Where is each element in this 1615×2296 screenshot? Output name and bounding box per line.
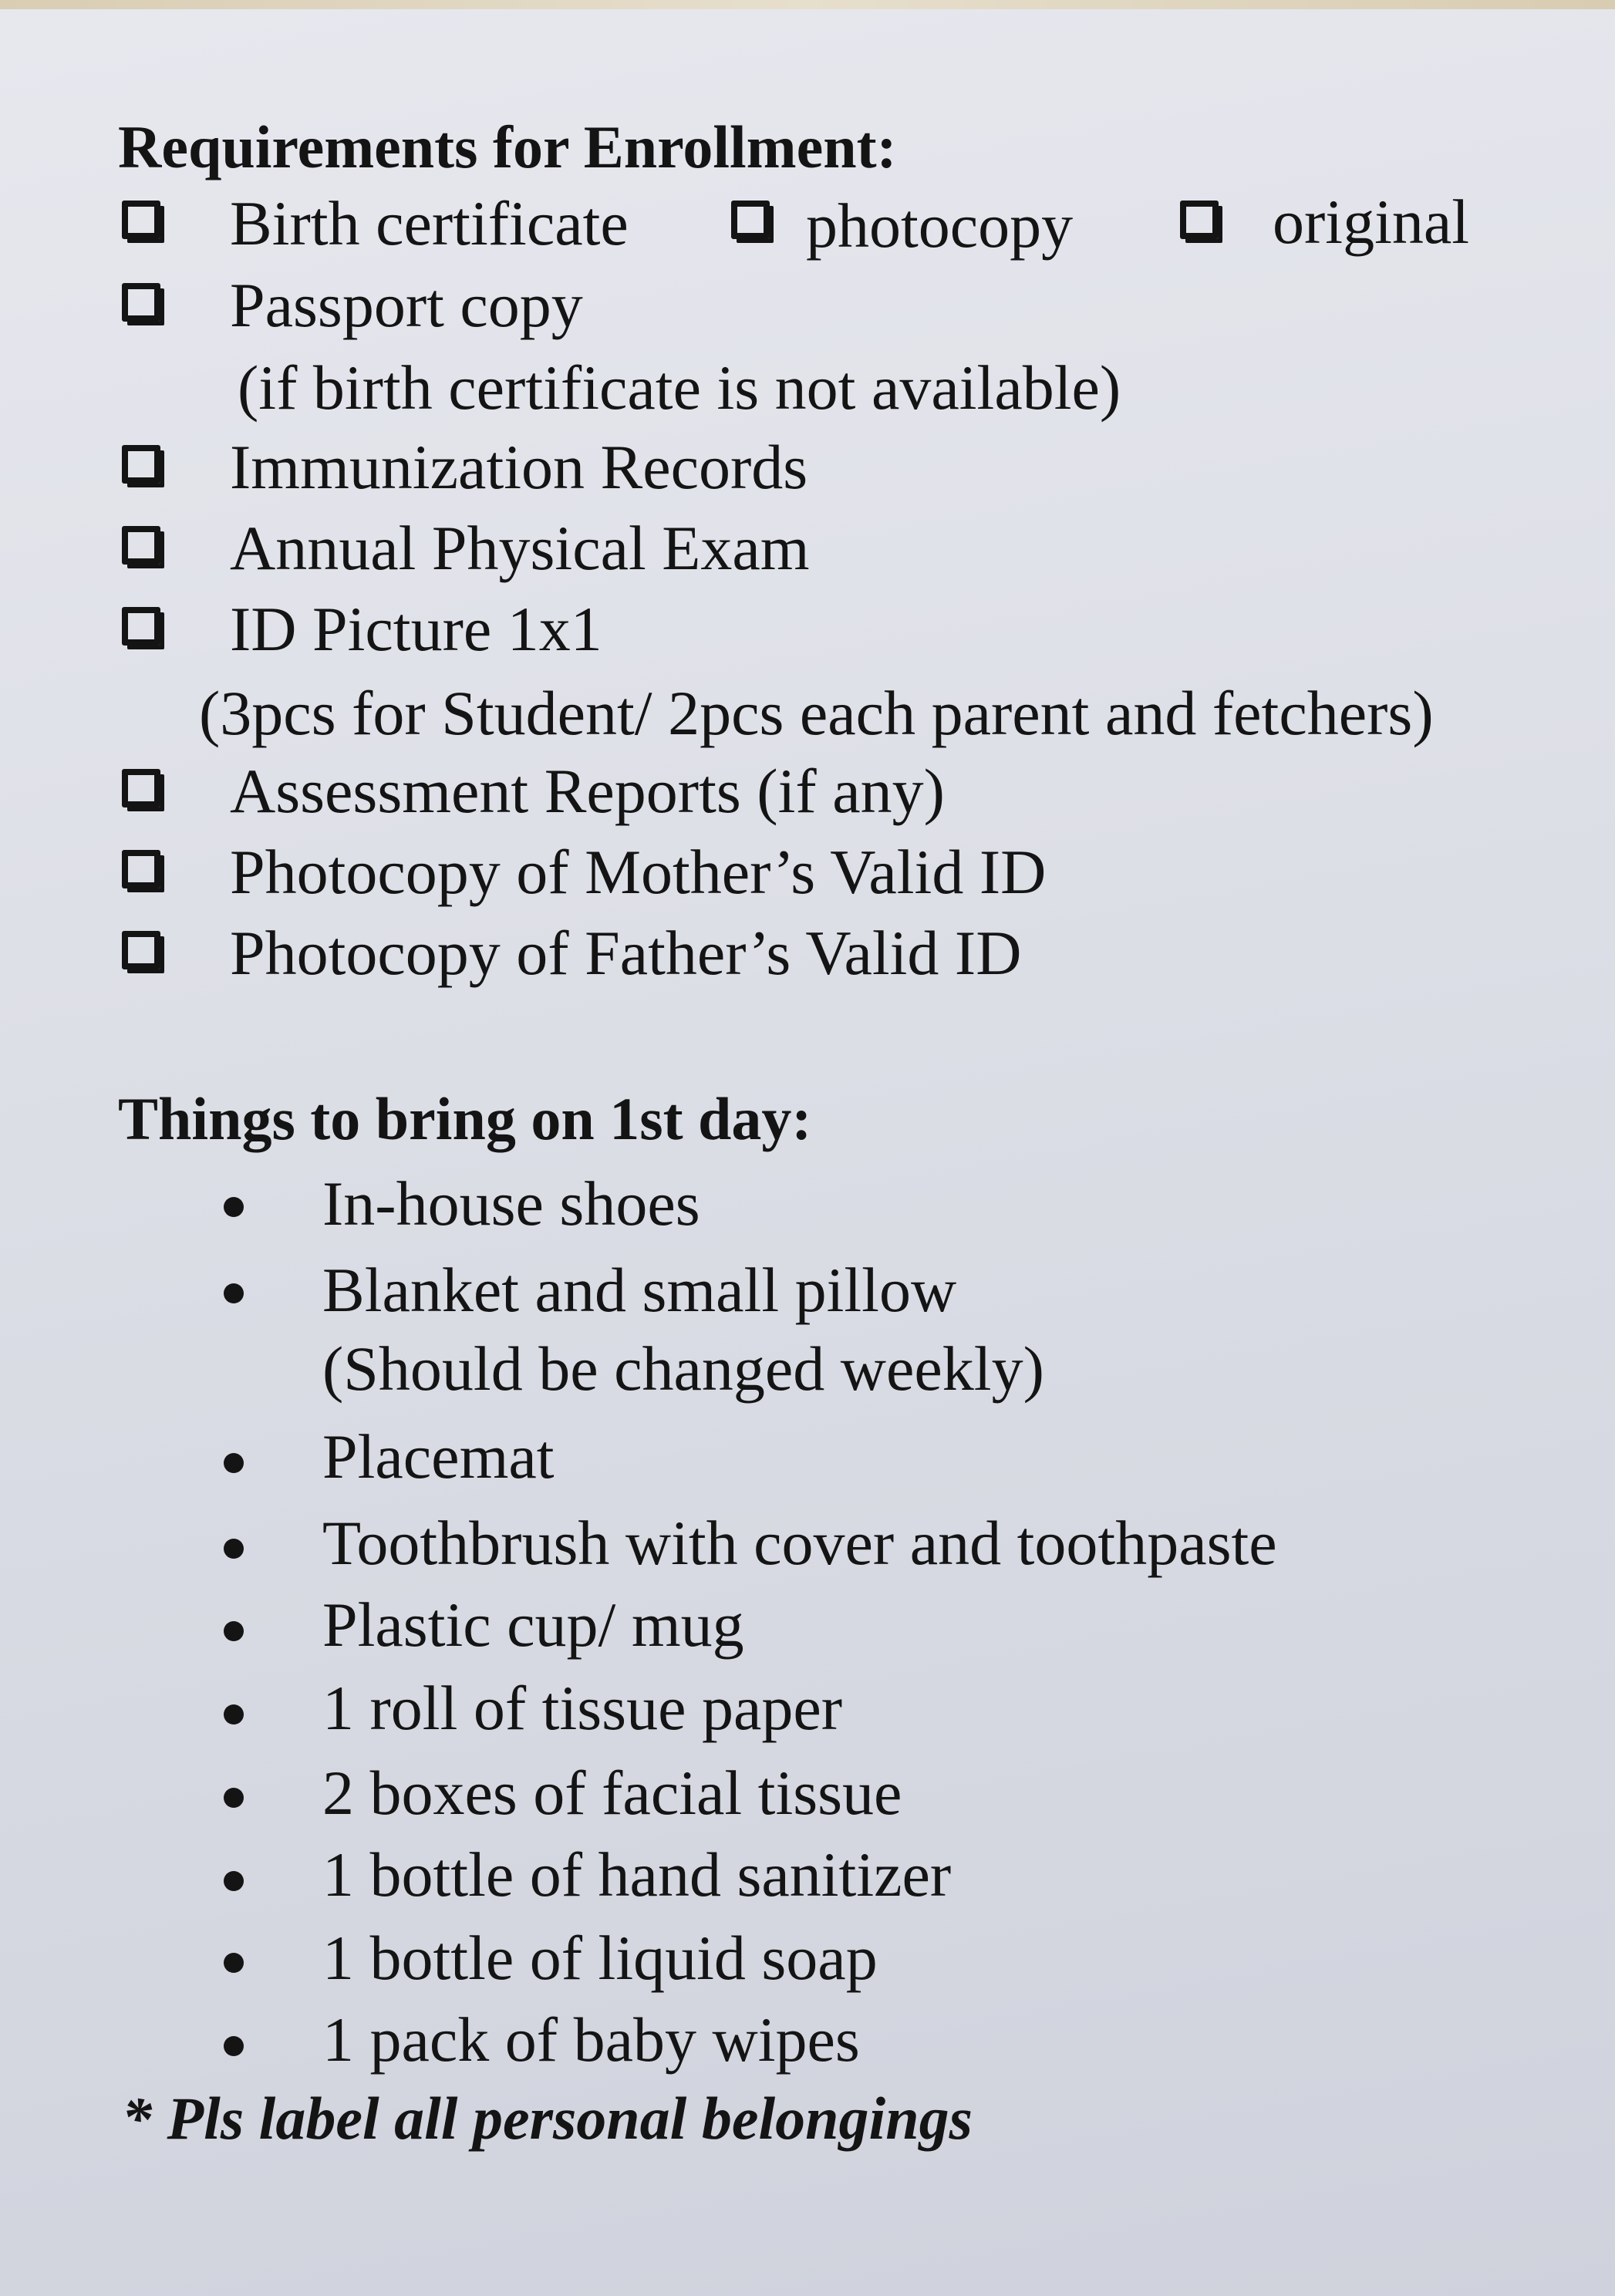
bullet-icon xyxy=(224,1453,244,1473)
photocopy-label: photocopy xyxy=(806,190,1074,261)
id-picture-checkbox[interactable] xyxy=(122,607,160,646)
list-item: Plastic cup/ mug xyxy=(322,1590,744,1660)
birth-certificate-label: Birth certificate xyxy=(230,188,629,258)
id-picture-note: (3pcs for Student/ 2pcs each parent and fetchers) xyxy=(199,678,1434,748)
father-id-label: Photocopy of Father’s Valid ID xyxy=(230,918,1022,988)
bullet-icon xyxy=(224,1871,244,1891)
bullet-icon xyxy=(224,1621,244,1641)
passport-checkbox[interactable] xyxy=(122,283,160,322)
father-id-checkbox[interactable] xyxy=(122,931,160,969)
passport-label: Passport copy xyxy=(230,270,583,340)
id-picture-label: ID Picture 1x1 xyxy=(230,594,602,664)
list-item: Toothbrush with cover and toothpaste xyxy=(322,1508,1277,1578)
list-item: Blanket and small pillow xyxy=(322,1255,957,1325)
original-label: original xyxy=(1273,187,1470,257)
things-title: Things to bring on 1st day: xyxy=(118,1085,812,1152)
mother-id-checkbox[interactable] xyxy=(122,850,160,888)
requirements-title: Requirements for Enrollment: xyxy=(118,113,897,180)
bullet-icon xyxy=(224,1953,244,1973)
list-item: 2 boxes of facial tissue xyxy=(322,1758,902,1828)
list-item: 1 bottle of hand sanitizer xyxy=(322,1839,952,1910)
list-item: 1 pack of baby wipes xyxy=(322,2004,860,2075)
photocopy-checkbox[interactable] xyxy=(731,201,770,239)
footnote: * Pls label all personal belongings xyxy=(122,2085,973,2152)
bullet-icon xyxy=(224,1788,244,1808)
immunization-checkbox[interactable] xyxy=(122,445,160,484)
bullet-icon xyxy=(224,1283,244,1303)
physical-exam-label: Annual Physical Exam xyxy=(230,513,810,583)
birth-certificate-checkbox[interactable] xyxy=(122,201,160,239)
bullet-icon xyxy=(224,1539,244,1559)
bullet-icon xyxy=(224,1704,244,1725)
list-item: Placemat xyxy=(322,1421,555,1492)
list-item-note: (Should be changed weekly) xyxy=(322,1333,1044,1404)
assessment-checkbox[interactable] xyxy=(122,769,160,807)
list-item: 1 roll of tissue paper xyxy=(322,1673,843,1743)
bullet-icon xyxy=(224,1197,244,1217)
immunization-label: Immunization Records xyxy=(230,432,808,502)
bullet-icon xyxy=(224,2036,244,2056)
passport-note: (if birth certificate is not available) xyxy=(238,352,1121,423)
original-checkbox[interactable] xyxy=(1180,201,1219,239)
mother-id-label: Photocopy of Mother’s Valid ID xyxy=(230,837,1047,907)
list-item: In-house shoes xyxy=(322,1168,700,1239)
list-item: 1 bottle of liquid soap xyxy=(322,1923,878,1993)
physical-exam-checkbox[interactable] xyxy=(122,526,160,565)
paper-sheet xyxy=(0,9,1615,2296)
assessment-label: Assessment Reports (if any) xyxy=(230,756,945,826)
